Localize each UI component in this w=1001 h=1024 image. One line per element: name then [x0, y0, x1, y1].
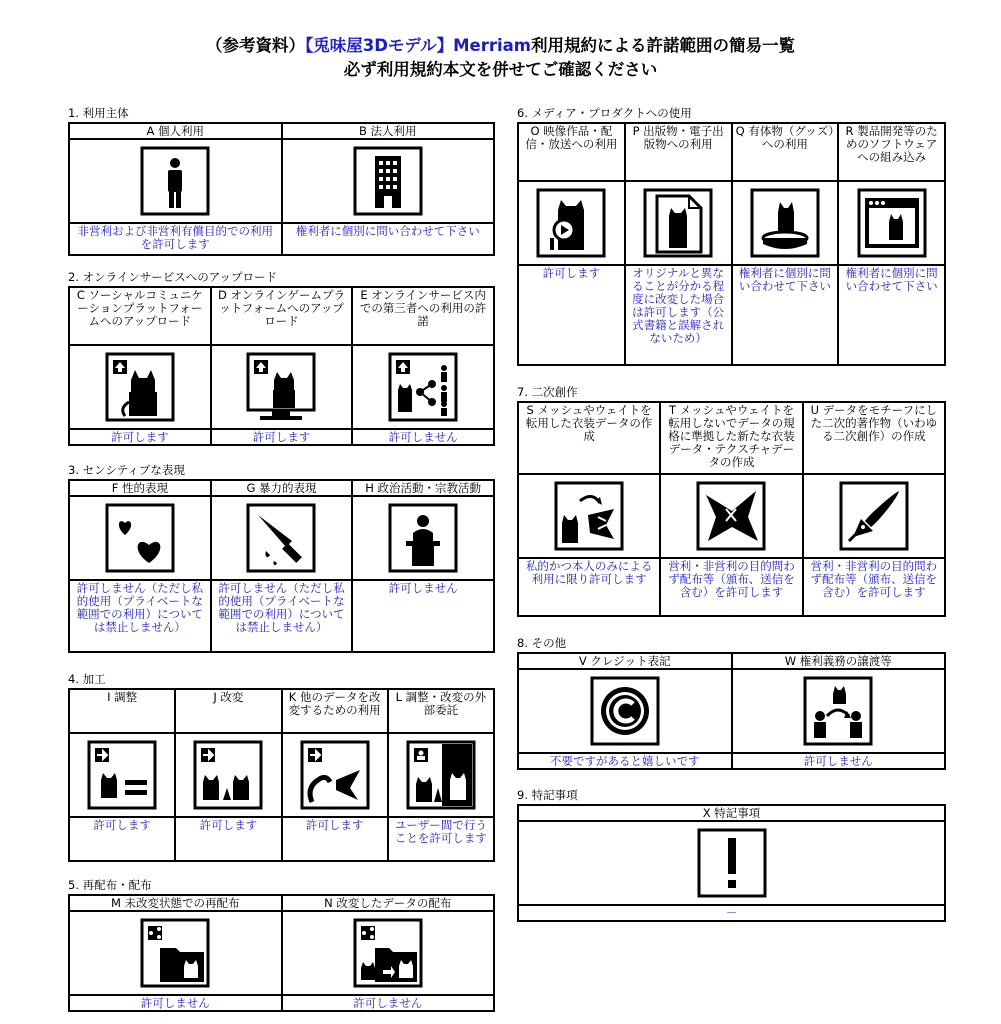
section-title: 4. 加工 [68, 672, 106, 686]
title-prefix: （参考資料） [206, 36, 305, 55]
item-answer: 許可します [211, 429, 353, 445]
item-answer: － [518, 905, 945, 921]
item-header: X 特記事項 [518, 805, 945, 821]
upload-game-icon [246, 352, 316, 422]
software-window-icon [857, 188, 927, 258]
item-header: I 調整 [69, 689, 175, 733]
item-answer: 許可しません [352, 580, 494, 652]
item-answer: 許可しません（ただし私的使用（プライベートな範囲での利用）については禁止しません） [211, 580, 353, 652]
item-answer: 権利者に個別に問い合わせて下さい [282, 223, 495, 255]
podium-speaker-icon [388, 503, 458, 573]
title-suffix: 利用規約による許諾範囲の簡易一覧 [530, 36, 795, 55]
figure-goods-icon [750, 188, 820, 258]
modify-icon [193, 740, 263, 810]
item-answer: ユーザー間で行うことを許可します [388, 817, 494, 861]
share-third-party-icon [388, 352, 458, 422]
section-title: 9. 特記事項 [517, 788, 578, 802]
office-building-icon [353, 146, 423, 216]
section-derivative-works [517, 385, 946, 617]
item-answer: 許可しません [352, 429, 494, 445]
section-title: 7. 二次創作 [517, 385, 578, 399]
copyright-icon [590, 676, 660, 746]
redistribute-icon [140, 918, 210, 988]
item-header: C ソーシャルコミュニケーションプラットフォームへのアップロード [69, 287, 211, 345]
item-answer: 許可しません（ただし私的使用（プライベートな範囲での利用）については禁止しません） [69, 580, 211, 652]
item-header: K 他のデータを改変するための利用 [282, 689, 388, 733]
page-title [0, 32, 1001, 56]
item-answer: 不要ですがあると嬉しいです [518, 753, 732, 769]
item-header: R 製品開発等のためのソフトウェアへの組み込み [838, 123, 945, 181]
item-header: Q 有体物（グッズ）への利用 [732, 123, 839, 181]
item-answer: 権利者に個別に問い合わせて下さい [732, 265, 839, 365]
item-answer: 許可します [69, 817, 175, 861]
section-title: 5. 再配布・配布 [68, 878, 152, 892]
rights-transfer-icon [803, 676, 873, 746]
item-answer: 営利・非営利の目的問わず配布等（頒布、送信を含む）を許可します [660, 558, 802, 616]
section-online-upload [68, 270, 495, 446]
item-header: L 調整・改変の外部委託 [388, 689, 494, 733]
item-answer: 許可します [518, 265, 625, 365]
item-answer: 許可します [175, 817, 281, 861]
item-header: O 映像作品・配信・放送への利用 [518, 123, 625, 181]
item-answer: 許可します [282, 817, 388, 861]
outsourcing-icon [406, 740, 476, 810]
item-header: U データをモチーフにした二次的著作物（いわゆる二次創作）の作成 [803, 402, 945, 474]
pen-nib-icon [839, 481, 909, 551]
item-header: G 暴力的表現 [211, 480, 353, 496]
page-subtitle: 必ず利用規約本文を併せてご確認ください [343, 60, 658, 79]
distribute-modified-icon [353, 918, 423, 988]
item-header: F 性的表現 [69, 480, 211, 496]
section-title: 1. 利用主体 [68, 106, 129, 120]
publication-icon [643, 188, 713, 258]
item-header: T メッシュやウェイトを転用しないでデータの規格に準拠した新たな衣装データ・テクスチャデータの作成 [660, 402, 802, 474]
item-header: E オンラインサービス内での第三者への利用の許諾 [352, 287, 494, 345]
section-title: 6. メディア・プロダクトへの使用 [517, 106, 692, 120]
item-header: J 改変 [175, 689, 281, 733]
item-answer: 許可しません [732, 753, 946, 769]
section-processing [68, 672, 495, 862]
item-header: W 権利義務の譲渡等 [732, 653, 946, 669]
item-header: H 政治活動・宗教活動 [352, 480, 494, 496]
section-other [517, 636, 946, 770]
item-answer: 許可します [69, 429, 211, 445]
hearts-icon [105, 503, 175, 573]
new-costume-icon [696, 481, 766, 551]
item-header: B 法人利用 [282, 123, 495, 139]
section-user-type [68, 106, 495, 256]
item-header: N 改変したデータの配布 [282, 895, 495, 911]
exclamation-icon [697, 828, 767, 898]
section-title: 8. その他 [517, 636, 567, 650]
section-media-products [517, 106, 946, 366]
section-title: 2. オンラインサービスへのアップロード [68, 270, 277, 284]
item-header: P 出版物・電子出版物への利用 [625, 123, 732, 181]
item-answer: 非営利および非営利有償目的での利用を許可します [69, 223, 282, 255]
item-header: S メッシュやウェイトを転用した衣装データの作成 [518, 402, 660, 474]
reuse-data-icon [300, 740, 370, 810]
item-answer: 私的かつ本人のみによる利用に限り許可します [518, 558, 660, 616]
mesh-transfer-icon [554, 481, 624, 551]
item-header: D オンラインゲームプラットフォームへのアップロード [211, 287, 353, 345]
upload-social-icon [105, 352, 175, 422]
item-answer: オリジナルと異なることが分かる程度に改変した場合は許可します（公式書籍と誤解されないため） [625, 265, 732, 365]
section-distribution [68, 878, 495, 1012]
item-header: A 個人利用 [69, 123, 282, 139]
section-sensitive [68, 463, 495, 653]
person-icon [140, 146, 210, 216]
knife-icon [246, 503, 316, 573]
item-answer: 権利者に個別に問い合わせて下さい [838, 265, 945, 365]
section-title: 3. センシティブな表現 [68, 463, 185, 477]
adjust-icon [87, 740, 157, 810]
section-special-notes [517, 788, 946, 922]
item-answer: 許可しません [282, 995, 495, 1011]
item-answer: 許可しません [69, 995, 282, 1011]
item-header: M 未改変状態での再配布 [69, 895, 282, 911]
item-answer: 営利・非営利の目的問わず配布等（頒布、送信を含む）を許可します [803, 558, 945, 616]
video-icon [536, 188, 606, 258]
title-brand: 【兎味屋3Dモデル】Merriam [305, 36, 531, 55]
item-header: V クレジット表記 [518, 653, 732, 669]
